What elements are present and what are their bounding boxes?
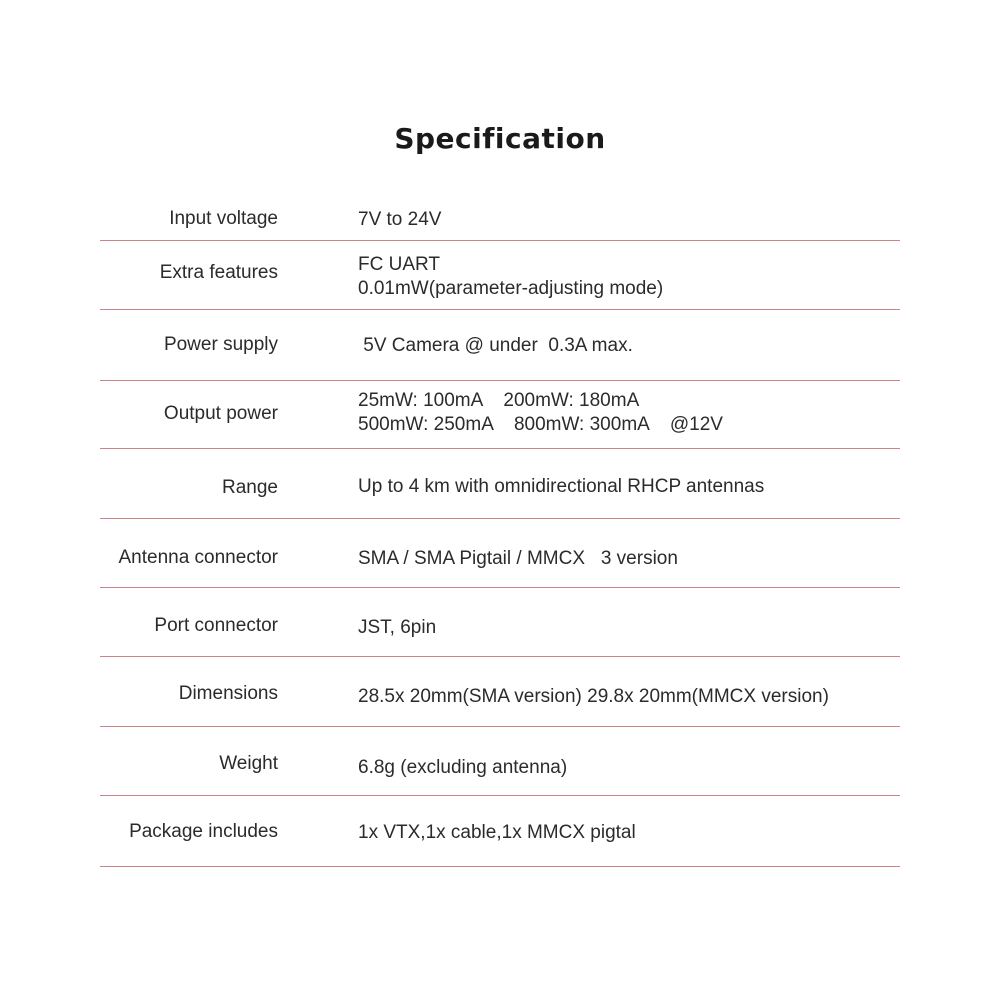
spec-value	[358, 821, 636, 845]
spec-label: Power supply	[163, 334, 278, 355]
spec-value-line: Up to 4 km with omnidirectional RHCP antennas	[358, 476, 765, 497]
spec-row-weight	[100, 727, 900, 796]
spec-label: Port connector	[154, 615, 278, 636]
spec-value	[358, 208, 441, 232]
spec-label: Dimensions	[178, 683, 278, 704]
spec-label: Weight	[219, 753, 278, 774]
spec-row-range	[100, 449, 900, 519]
spec-row-power-supply	[100, 310, 900, 381]
spec-value-line: 28.5x 20mm(SMA version) 29.8x 20mm(MMCX version)	[358, 686, 829, 707]
spec-value	[358, 616, 436, 640]
spec-value-line: 7V to 24V	[358, 209, 442, 230]
spec-value	[358, 547, 678, 571]
page-title: Specification	[394, 122, 606, 155]
spec-row-extra-features	[100, 241, 900, 310]
spec-value-line: 25mW: 100mA 200mW: 180mA	[358, 390, 640, 411]
spec-label: Extra features	[159, 262, 278, 283]
spec-row-dimensions	[100, 657, 900, 727]
spec-label: Output power	[163, 403, 278, 424]
spec-value	[358, 334, 633, 358]
spec-value-line: 5V Camera @ under 0.3A max.	[358, 335, 633, 356]
spec-value-line: FC UART	[358, 254, 440, 275]
spec-label: Antenna connector	[118, 547, 278, 568]
spec-value	[358, 685, 829, 709]
spec-label: Package includes	[129, 821, 278, 842]
spec-value-line: SMA / SMA Pigtail / MMCX 3 version	[358, 548, 678, 569]
spec-row-antenna-connector	[100, 519, 900, 588]
spec-value	[358, 475, 764, 499]
spec-value-line: 1x VTX,1x cable,1x MMCX pigtal	[358, 822, 636, 843]
spec-value	[358, 253, 663, 301]
spec-value-line: 0.01mW(parameter-adjusting mode)	[358, 278, 664, 299]
spec-row-package-includes	[100, 796, 900, 867]
spec-label: Range	[222, 477, 278, 498]
spec-value-line: JST, 6pin	[358, 617, 437, 638]
spec-row-input-voltage	[100, 200, 900, 241]
spec-value-line: 500mW: 250mA 800mW: 300mA @12V	[358, 414, 723, 435]
spec-row-output-power	[100, 381, 900, 449]
spec-value-line: 6.8g (excluding antenna)	[358, 757, 568, 778]
spec-value	[358, 756, 567, 780]
spec-row-port-connector	[100, 588, 900, 657]
spec-value	[358, 389, 723, 437]
spec-label: Input voltage	[169, 208, 278, 229]
